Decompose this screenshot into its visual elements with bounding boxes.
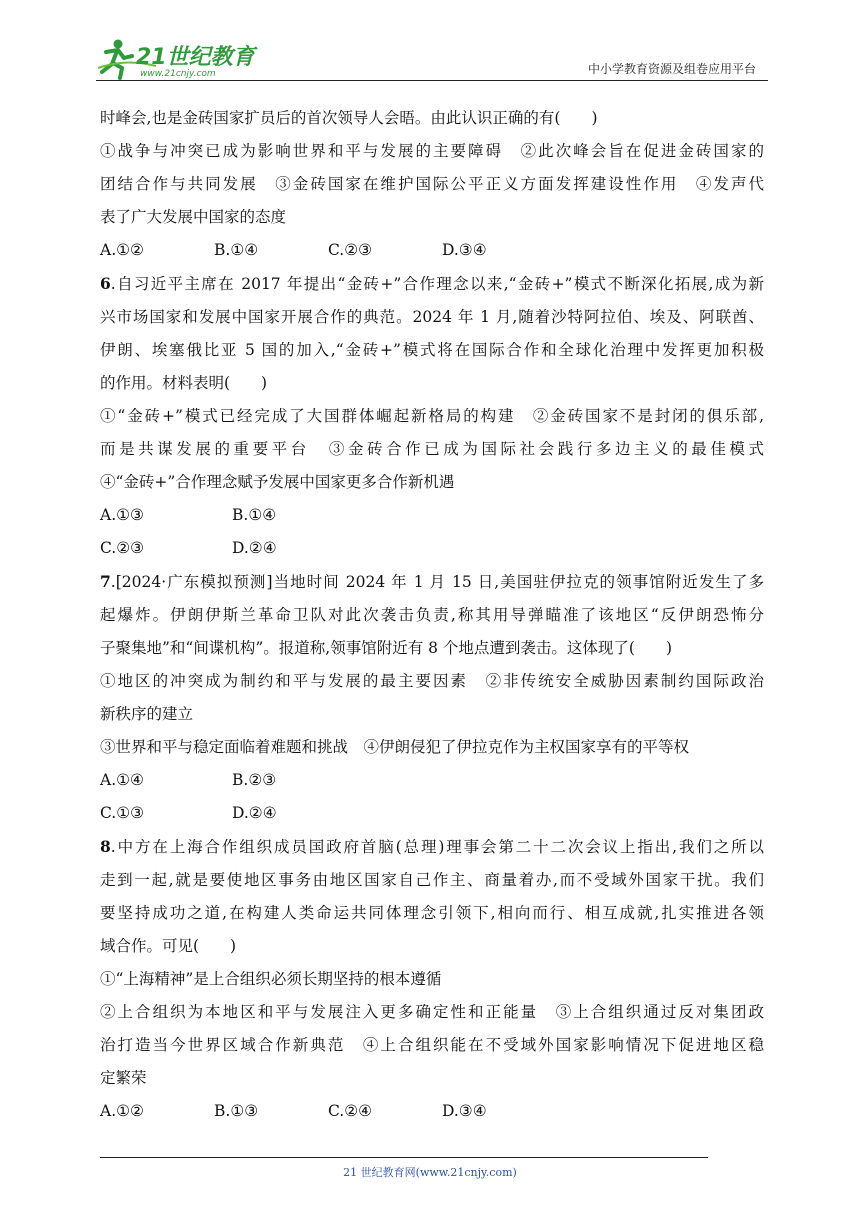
q8-options [100, 1095, 764, 1128]
option-b[interactable]: B.①④ [232, 506, 277, 524]
q7-statement-line: ①地区的冲突成为制约和平与发展的最主要因素 ②非传统安全威胁因素制约国际政治 [100, 672, 764, 690]
q6-statement-line: 而是共谋发展的重要平台 ③金砖合作已成为国际社会践行多边主义的最佳模式 [100, 440, 764, 458]
option-c[interactable]: C.②③ [328, 241, 373, 259]
q8-statement-line: ①“上海精神”是上合组织必须长期坚持的根本遵循 [100, 970, 442, 988]
q8-statement-line: ②上合组织为本地区和平与发展注入更多确定性和正能量 ③上合组织通过反对集团政 [100, 1003, 764, 1021]
page-header [96, 38, 764, 82]
option-b[interactable]: B.①④ [214, 241, 259, 259]
option-c[interactable]: C.①③ [100, 804, 145, 822]
option-b[interactable]: B.②③ [232, 771, 277, 789]
question-content [100, 102, 764, 1128]
header-platform-name: 中小学教育资源及组卷应用平台 [587, 62, 756, 76]
q7-stem-line: 起爆炸。伊朗伊斯兰革命卫队对此次袭击负责,称其用导弹瞄准了该地区“反伊朗恐怖分 [100, 606, 764, 624]
q5-statement-line: 表了广大发展中国家的态度 [100, 208, 287, 226]
q7-statement-line: ③世界和平与稳定面临着难题和挑战 ④伊朗侵犯了伊拉克作为主权国家享有的平等权 [100, 738, 690, 756]
q8-stem-line: 要坚持成功之道,在构建人类命运共同体理念引领下,相向而行、相互成就,扎实推进各领 [100, 904, 764, 922]
q8-number: 8 [100, 837, 111, 856]
q8-stem-line: 域合作。可见( ) [100, 937, 237, 955]
q7-options-row1 [100, 764, 764, 797]
q8-stem-line: 8.中方在上海合作组织成员国政府首脑(总理)理事会第二十二次会议上指出,我们之所以 [100, 837, 764, 856]
q6-stem-line: 6.自习近平主席在 2017 年提出“金砖+”合作理念以来,“金砖+”模式不断深化拓展,成为新 [100, 274, 764, 293]
option-a[interactable]: A.①③ [100, 506, 144, 524]
q8-statement-line: 定繁荣 [100, 1069, 147, 1087]
footer-site[interactable]: 21 世纪教育网(www.21cnjy.com) [343, 1166, 517, 1179]
q6-options-row2 [100, 532, 764, 565]
q5-statement-line: ①战争与冲突已成为影响世界和平与发展的主要障碍 ②此次峰会旨在促进金砖国家的 [100, 142, 764, 160]
q7-stem-line: 子聚集地”和“间谍机构”。报道称,领事馆附近有 8 个地点遭到袭击。这体现了( ) [100, 639, 673, 657]
option-d[interactable]: D.③④ [442, 1102, 487, 1120]
logo-21cnjy [96, 38, 266, 80]
option-c[interactable]: C.②③ [100, 539, 145, 557]
q5-statement-line: 团结合作与共同发展 ③金砖国家在维护国际公平正义方面发挥建设性作用 ④发声代 [100, 175, 764, 193]
q5-options [100, 234, 764, 267]
q6-options-row1 [100, 499, 764, 532]
option-a[interactable]: A.①④ [100, 771, 144, 789]
svg-text:www.21cnjy.com: www.21cnjy.com [140, 69, 216, 79]
option-a[interactable]: A.①② [100, 241, 144, 259]
option-d[interactable]: D.②④ [232, 539, 277, 557]
q7-stem-line: 7.[2024·广东模拟预测]当地时间 2024 年 1 月 15 日,美国驻伊拉克的领事馆附近发生了多 [100, 572, 764, 591]
q8-statement-line: 治打造当今世界区域合作新典范 ④上合组织能在不受域外国家影响情况下促进地区稳 [100, 1036, 764, 1054]
q6-statement-line: ①“金砖+”模式已经完成了大国群体崛起新格局的构建 ②金砖国家不是封闭的俱乐部, [100, 407, 764, 425]
option-b[interactable]: B.①③ [214, 1102, 259, 1120]
q5-stem-tail: 时峰会,也是金砖国家扩员后的首次领导人会晤。由此认识正确的有( ) [100, 109, 598, 127]
option-d[interactable]: D.③④ [442, 241, 487, 259]
svg-text:21世纪教育: 21世纪教育 [136, 45, 255, 70]
q7-number: 7 [100, 572, 111, 591]
q6-stem-line: 兴市场国家和发展中国家开展合作的典范。2024 年 1 月,随着沙特阿拉伯、埃及、阿联酋、 [100, 308, 764, 326]
q6-number: 6 [100, 274, 111, 293]
q6-stem-line: 的作用。材料表明( ) [100, 374, 268, 392]
q7-statement-line: 新秩序的建立 [100, 705, 194, 723]
option-c[interactable]: C.②④ [328, 1102, 373, 1120]
q7-options-row2 [100, 797, 764, 830]
footer-divider [100, 1157, 708, 1158]
q8-stem-line: 走到一起,就是要使地区事务由地区国家自己作主、商量着办,而不受域外国家干扰。我们 [100, 871, 764, 889]
option-d[interactable]: D.②④ [232, 804, 277, 822]
header-divider [96, 80, 768, 81]
q6-statement-line: ④“金砖+”合作理念赋予发展中国家更多合作新机遇 [100, 473, 455, 491]
option-a[interactable]: A.①② [100, 1102, 144, 1120]
q6-stem-line: 伊朗、埃塞俄比亚 5 国的加入,“金砖+”模式将在国际合作和全球化治理中发挥更加积极 [100, 341, 764, 359]
